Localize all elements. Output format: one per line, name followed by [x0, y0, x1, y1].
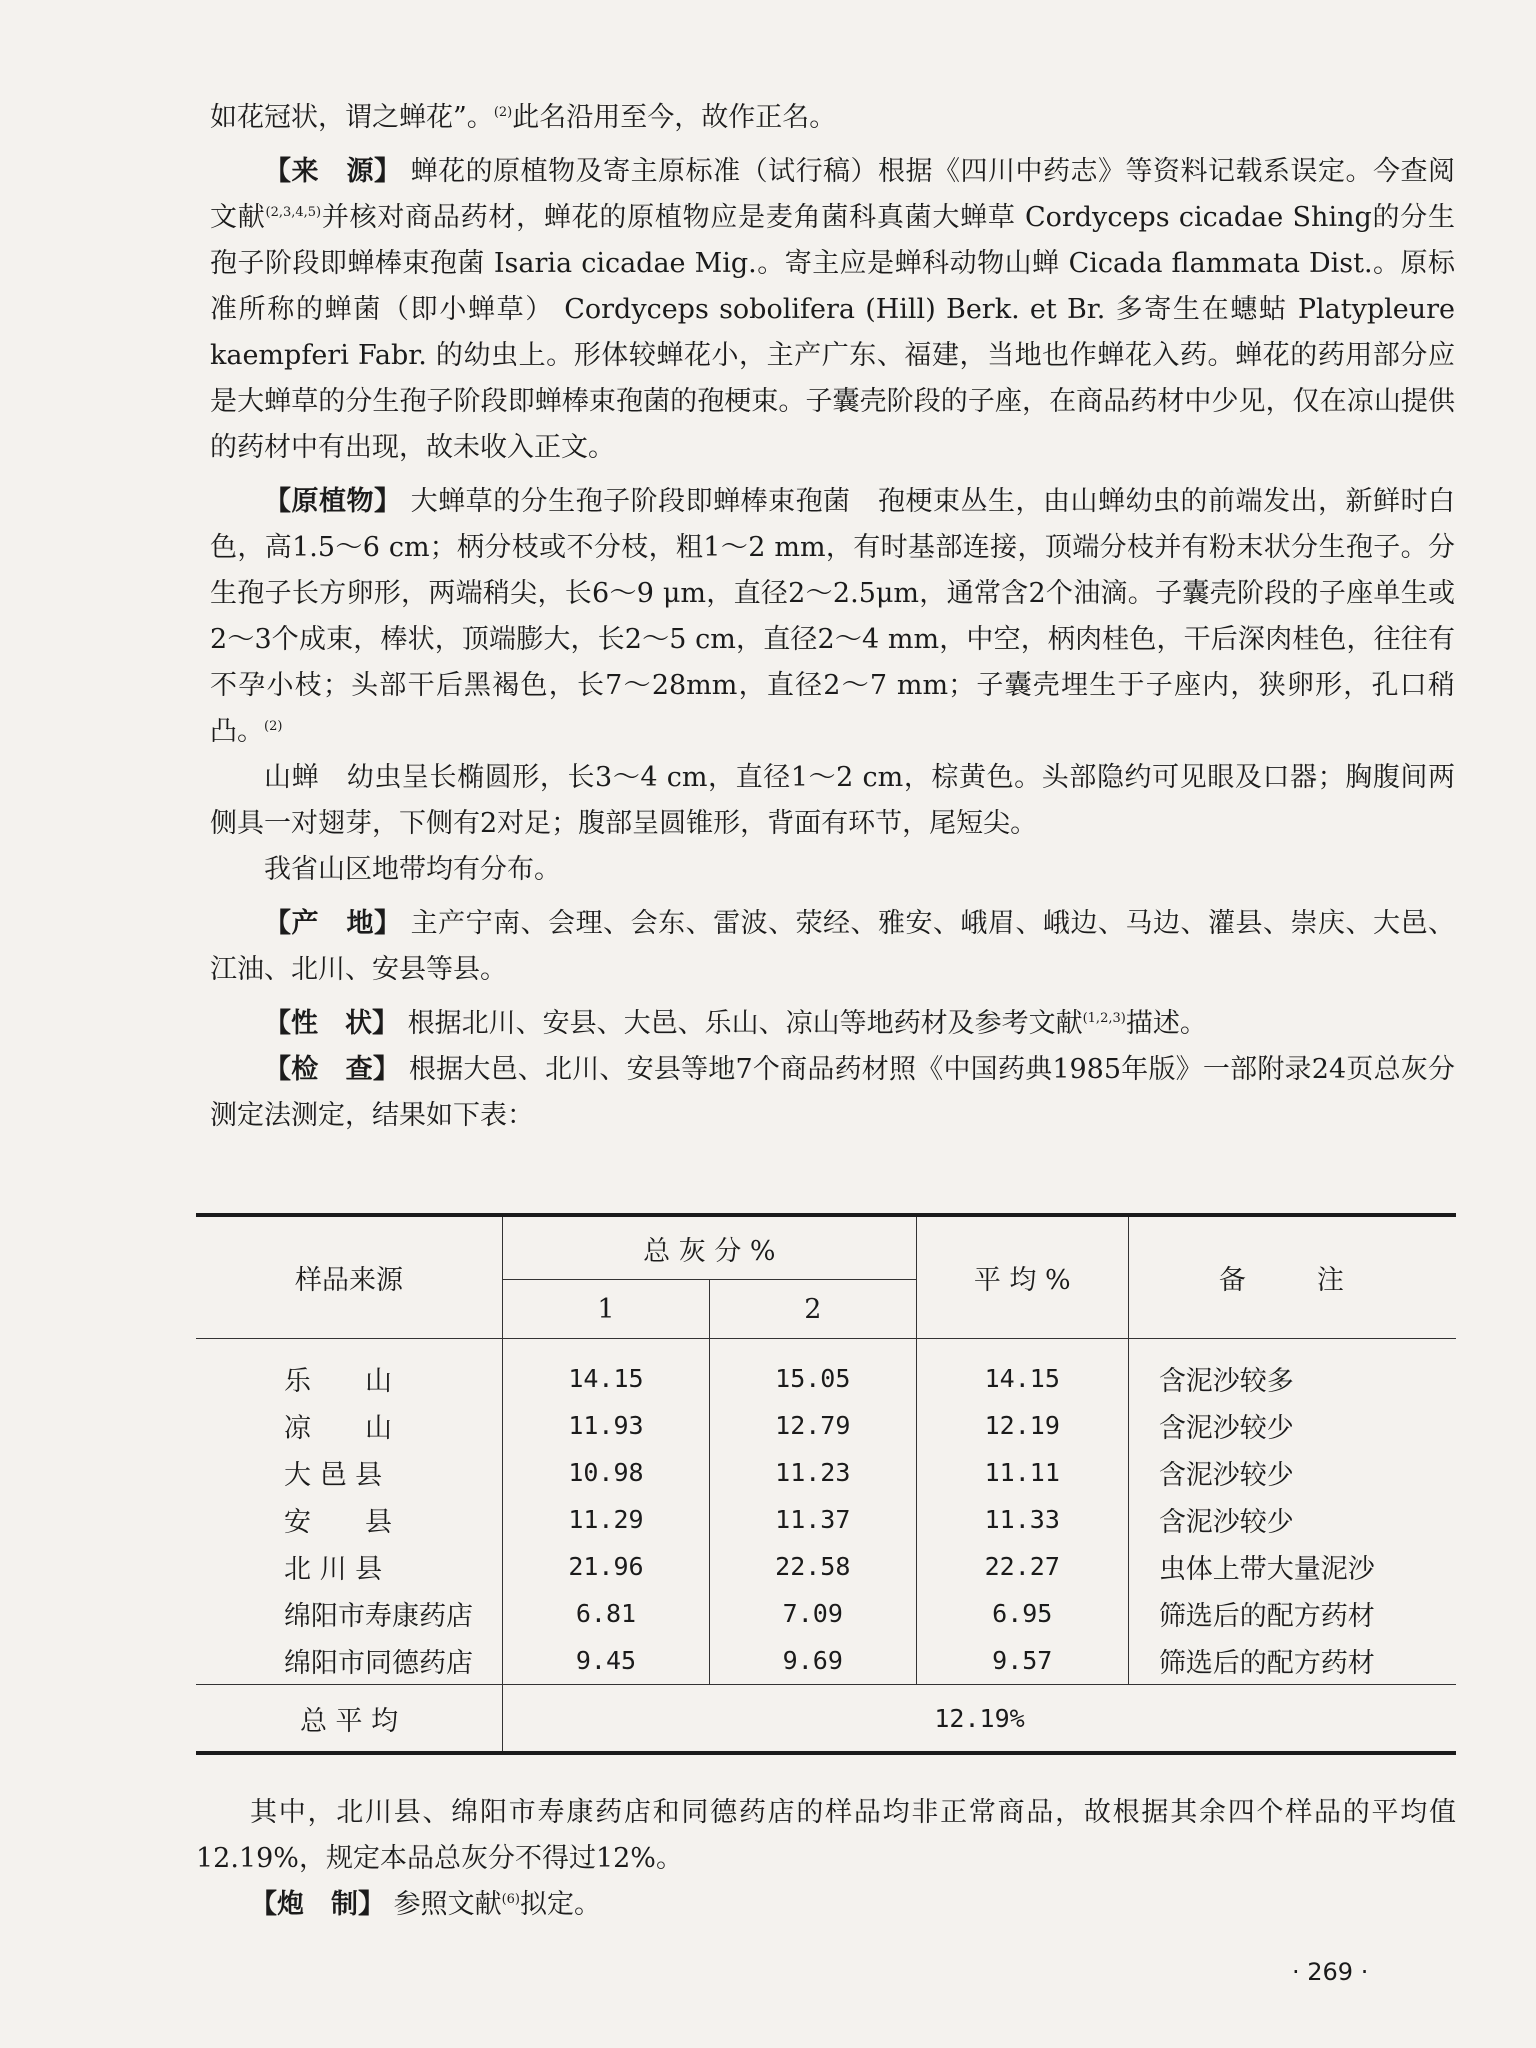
average-cell: 9.57 — [916, 1637, 1128, 1685]
section-text: 主产宁南、会理、会东、雷波、荥经、雅安、峨眉、峨边、马边、灌县、崇庆、大邑、江油、北川、安县等县。 — [210, 908, 1456, 985]
ash-table — [196, 1213, 1456, 1755]
section-text: 描述。 — [1125, 1008, 1207, 1039]
table-row — [196, 1402, 1456, 1449]
total-value: 12.19% — [503, 1685, 1456, 1754]
after-table-text — [196, 1790, 1456, 1928]
citation: (6) — [501, 1892, 521, 1907]
ash-1-cell: 9.45 — [503, 1637, 710, 1685]
section-heading: 【性 状】 — [264, 1008, 399, 1039]
ash-2-cell: 15.05 — [709, 1339, 916, 1403]
header-total-ash: 总 灰 分 % — [503, 1215, 917, 1280]
ash-1-cell: 14.15 — [503, 1339, 710, 1403]
section-heading: 【检 查】 — [264, 1054, 401, 1085]
ash-2-cell: 12.79 — [709, 1402, 916, 1449]
sample-source-cell: 北 川 县 — [284, 1554, 383, 1585]
ash-2-cell: 9.69 — [709, 1637, 916, 1685]
ash-2-cell: 22.58 — [709, 1543, 916, 1590]
section-heading: 【来 源】 — [264, 156, 402, 187]
section-text: 根据北川、安县、大邑、乐山、凉山等地药材及参考文献 — [407, 1008, 1083, 1039]
citation: (2) — [264, 719, 283, 734]
section-properties — [210, 1001, 1455, 1047]
remarks-cell: 虫体上带大量泥沙 — [1128, 1543, 1456, 1590]
header-source: 样品来源 — [196, 1215, 503, 1339]
section-text: 并核对商品药材，蝉花的原植物应是麦角菌科真菌大蝉草 Cordyceps cicadae Shing的分生孢子阶段即蝉棒束孢菌 Isaria cicadae Mig.。寄主应是蝉科动物山蝉 Cicada flammata Dist.。原标准所称的蝉菌（即小蝉草） Cordyceps sobolifera (Hill) Berk. et Br. 多寄生在蟪蛄 Platypleure kaempferi Fabr. 的幼虫上。形体较蝉花小，主产广东、福建，当地也作蝉花入药。蝉花的药用部分应是大蝉草的分生孢子阶段即蝉棒束孢菌的孢梗束。子囊壳阶段的子座，在商品药材中少见，仅在凉山提供的药材中有出现，故未收入正文。 — [210, 202, 1455, 463]
sample-source-cell: 绵阳市寿康药店 — [284, 1601, 473, 1632]
table-row — [196, 1339, 1456, 1403]
table-row — [196, 1496, 1456, 1543]
intro-text: 如花冠状，谓之蝉花”。 — [210, 102, 494, 133]
table-row — [196, 1590, 1456, 1637]
section-text: 参照文献 — [393, 1889, 502, 1920]
paragraph-conclusion — [196, 1790, 1456, 1882]
table-body — [196, 1339, 1456, 1685]
header-trial-1: 1 — [503, 1280, 710, 1339]
page-number: · 269 · — [1292, 1958, 1369, 1986]
remarks-cell: 含泥沙较多 — [1128, 1339, 1456, 1403]
section-text: 拟定。 — [520, 1889, 602, 1920]
intro-tail: 此名沿用至今，故作正名。 — [512, 102, 837, 133]
table-row — [196, 1637, 1456, 1685]
ash-table-container — [196, 1213, 1456, 1755]
total-label: 总 平 均 — [196, 1685, 503, 1754]
paragraph-intro — [210, 95, 1455, 141]
paragraph-text: 其中，北川县、绵阳市寿康药店和同德药店的样品均非正常商品，故根据其余四个样品的平均值12.19%，规定本品总灰分不得过12%。 — [196, 1797, 1456, 1874]
ash-1-cell: 11.93 — [503, 1402, 710, 1449]
citation: (2,3,4,5) — [265, 205, 322, 220]
paragraph-host-insect — [210, 755, 1455, 847]
header-remarks: 备 注 — [1128, 1215, 1456, 1339]
average-cell: 11.33 — [916, 1496, 1128, 1543]
section-processing — [196, 1882, 1456, 1928]
ash-2-cell: 11.37 — [709, 1496, 916, 1543]
ash-2-cell: 7.09 — [709, 1590, 916, 1637]
sample-source-cell: 大 邑 县 — [284, 1460, 383, 1491]
section-origin — [210, 901, 1455, 993]
sample-source-cell: 绵阳市同德药店 — [284, 1648, 473, 1679]
paragraph-distribution — [210, 847, 1455, 893]
average-cell: 14.15 — [916, 1339, 1128, 1403]
ash-1-cell: 6.81 — [503, 1590, 710, 1637]
header-trial-2: 2 — [709, 1280, 916, 1339]
section-original-plant — [210, 479, 1455, 755]
remarks-cell: 筛选后的配方药材 — [1128, 1637, 1456, 1685]
section-inspection — [210, 1047, 1455, 1139]
header-average: 平 均 % — [916, 1215, 1128, 1339]
paragraph-text: 我省山区地带均有分布。 — [264, 854, 561, 885]
sample-source-cell: 乐 山 — [284, 1366, 392, 1397]
section-heading: 【原植物】 — [264, 486, 402, 517]
average-cell: 11.11 — [916, 1449, 1128, 1496]
average-cell: 22.27 — [916, 1543, 1128, 1590]
section-heading: 【炮 制】 — [250, 1889, 385, 1920]
remarks-cell: 含泥沙较少 — [1128, 1402, 1456, 1449]
section-text: 蝉花的原植物及寄主原标准（试行稿）根据《四川中药志》等资料记载系误定。今查阅文献 — [210, 156, 1456, 233]
citation: (1,2,3) — [1082, 1011, 1126, 1026]
table-header-row — [196, 1215, 1456, 1280]
paragraph-text: 山蝉 幼虫呈长椭圆形，长3～4 cm，直径1～2 cm，棕黄色。头部隐约可见眼及口器；胸腹间两侧具一对翅芽，下侧有2对足；腹部呈圆锥形，背面有环节，尾短尖。 — [210, 762, 1455, 839]
citation: (2) — [493, 105, 513, 120]
section-source — [210, 149, 1455, 471]
average-cell: 12.19 — [916, 1402, 1128, 1449]
remarks-cell: 含泥沙较少 — [1128, 1449, 1456, 1496]
section-text: 大蝉草的分生孢子阶段即蝉棒束孢菌 孢梗束丛生，由山蝉幼虫的前端发出，新鲜时白色，高1.5～6 cm；柄分枝或不分枝，粗1～2 mm，有时基部连接，顶端分枝并有粉末状分生孢子。分生孢子长方卵形，两端稍尖，长6～9 μm，直径2～2.5μm，通常含2个油滴。子囊壳阶段的子座单生或2～3个成束，棒状，顶端膨大，长2～5 cm，直径2～4 mm，中空，柄肉桂色，干后深肉桂色，往往有不孕小枝；头部干后黑褐色，长7～28mm，直径2～7 mm；子囊壳埋生于子座内，狭卵形，孔口稍凸。 — [210, 486, 1456, 747]
table-row — [196, 1449, 1456, 1496]
table-total-row — [196, 1685, 1456, 1754]
ash-1-cell: 10.98 — [503, 1449, 710, 1496]
sample-source-cell: 安 县 — [284, 1507, 392, 1538]
ash-1-cell: 11.29 — [503, 1496, 710, 1543]
body-text — [210, 95, 1455, 1139]
ash-2-cell: 11.23 — [709, 1449, 916, 1496]
section-text: 根据大邑、北川、安县等地7个商品药材照《中国药典1985年版》一部附录24页总灰分测定法测定，结果如下表： — [210, 1054, 1456, 1131]
remarks-cell: 含泥沙较少 — [1128, 1496, 1456, 1543]
section-heading: 【产 地】 — [264, 908, 402, 939]
sample-source-cell: 凉 山 — [284, 1413, 392, 1444]
table-row — [196, 1543, 1456, 1590]
remarks-cell: 筛选后的配方药材 — [1128, 1590, 1456, 1637]
ash-1-cell: 21.96 — [503, 1543, 710, 1590]
average-cell: 6.95 — [916, 1590, 1128, 1637]
